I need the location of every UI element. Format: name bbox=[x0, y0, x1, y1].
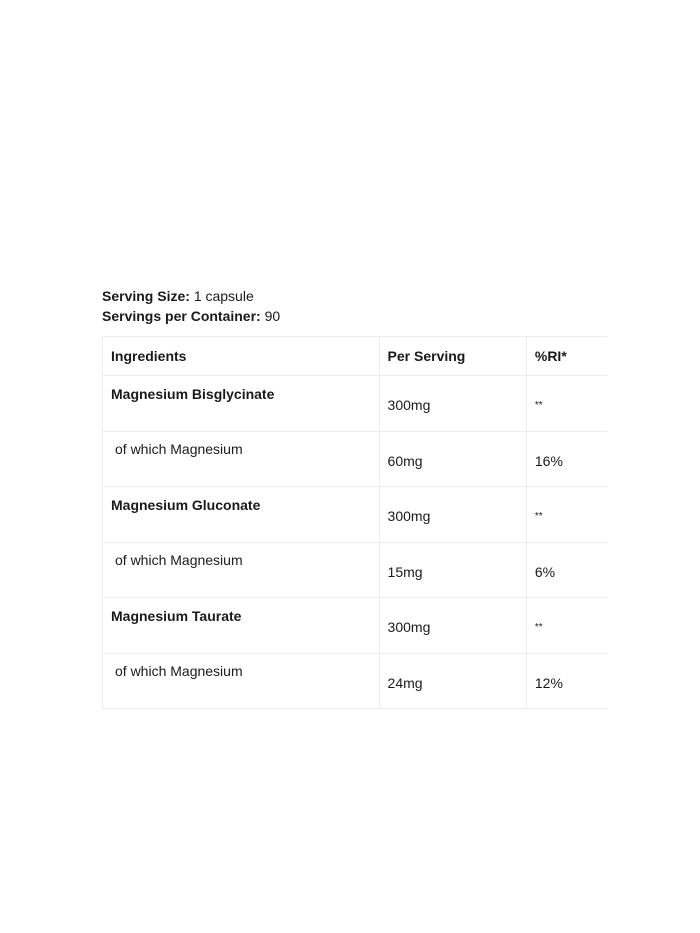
ri-value: ** bbox=[526, 376, 607, 432]
table-row bbox=[103, 654, 608, 709]
table-row bbox=[103, 598, 608, 654]
table-row bbox=[103, 487, 608, 543]
ri-value: ** bbox=[526, 598, 607, 654]
servings-per-container-line bbox=[102, 306, 280, 326]
ingredient-name: Magnesium Bisglycinate bbox=[103, 376, 380, 432]
ri-value: 12% bbox=[526, 654, 607, 709]
per-serving-value: 300mg bbox=[379, 598, 526, 654]
ri-value: 6% bbox=[526, 543, 607, 598]
table-row bbox=[103, 543, 608, 598]
table-row bbox=[103, 376, 608, 432]
per-serving-value: 300mg bbox=[379, 376, 526, 432]
servings-per-container-value: 90 bbox=[264, 308, 281, 324]
header-per-serving: Per Serving bbox=[379, 337, 526, 376]
header-ri: %RI* bbox=[526, 337, 607, 376]
ingredient-name: of which Magnesium bbox=[103, 654, 380, 709]
ingredient-name: Magnesium Taurate bbox=[103, 598, 380, 654]
table-header-row bbox=[103, 337, 608, 376]
per-serving-value: 15mg bbox=[379, 543, 526, 598]
per-serving-value: 24mg bbox=[379, 654, 526, 709]
ri-value: ** bbox=[526, 487, 607, 543]
serving-size-line bbox=[102, 286, 280, 306]
per-serving-value: 300mg bbox=[379, 487, 526, 543]
serving-info bbox=[102, 286, 280, 326]
ingredient-name: of which Magnesium bbox=[103, 432, 380, 487]
table-row bbox=[103, 432, 608, 487]
serving-size-label: Serving Size: bbox=[102, 288, 190, 304]
servings-per-container-label: Servings per Container: bbox=[102, 308, 261, 324]
ingredient-name: of which Magnesium bbox=[103, 543, 380, 598]
serving-size-value: 1 capsule bbox=[193, 288, 254, 304]
per-serving-value: 60mg bbox=[379, 432, 526, 487]
nutrition-table bbox=[102, 336, 607, 709]
ingredient-name: Magnesium Gluconate bbox=[103, 487, 380, 543]
ri-value: 16% bbox=[526, 432, 607, 487]
header-ingredients: Ingredients bbox=[103, 337, 380, 376]
